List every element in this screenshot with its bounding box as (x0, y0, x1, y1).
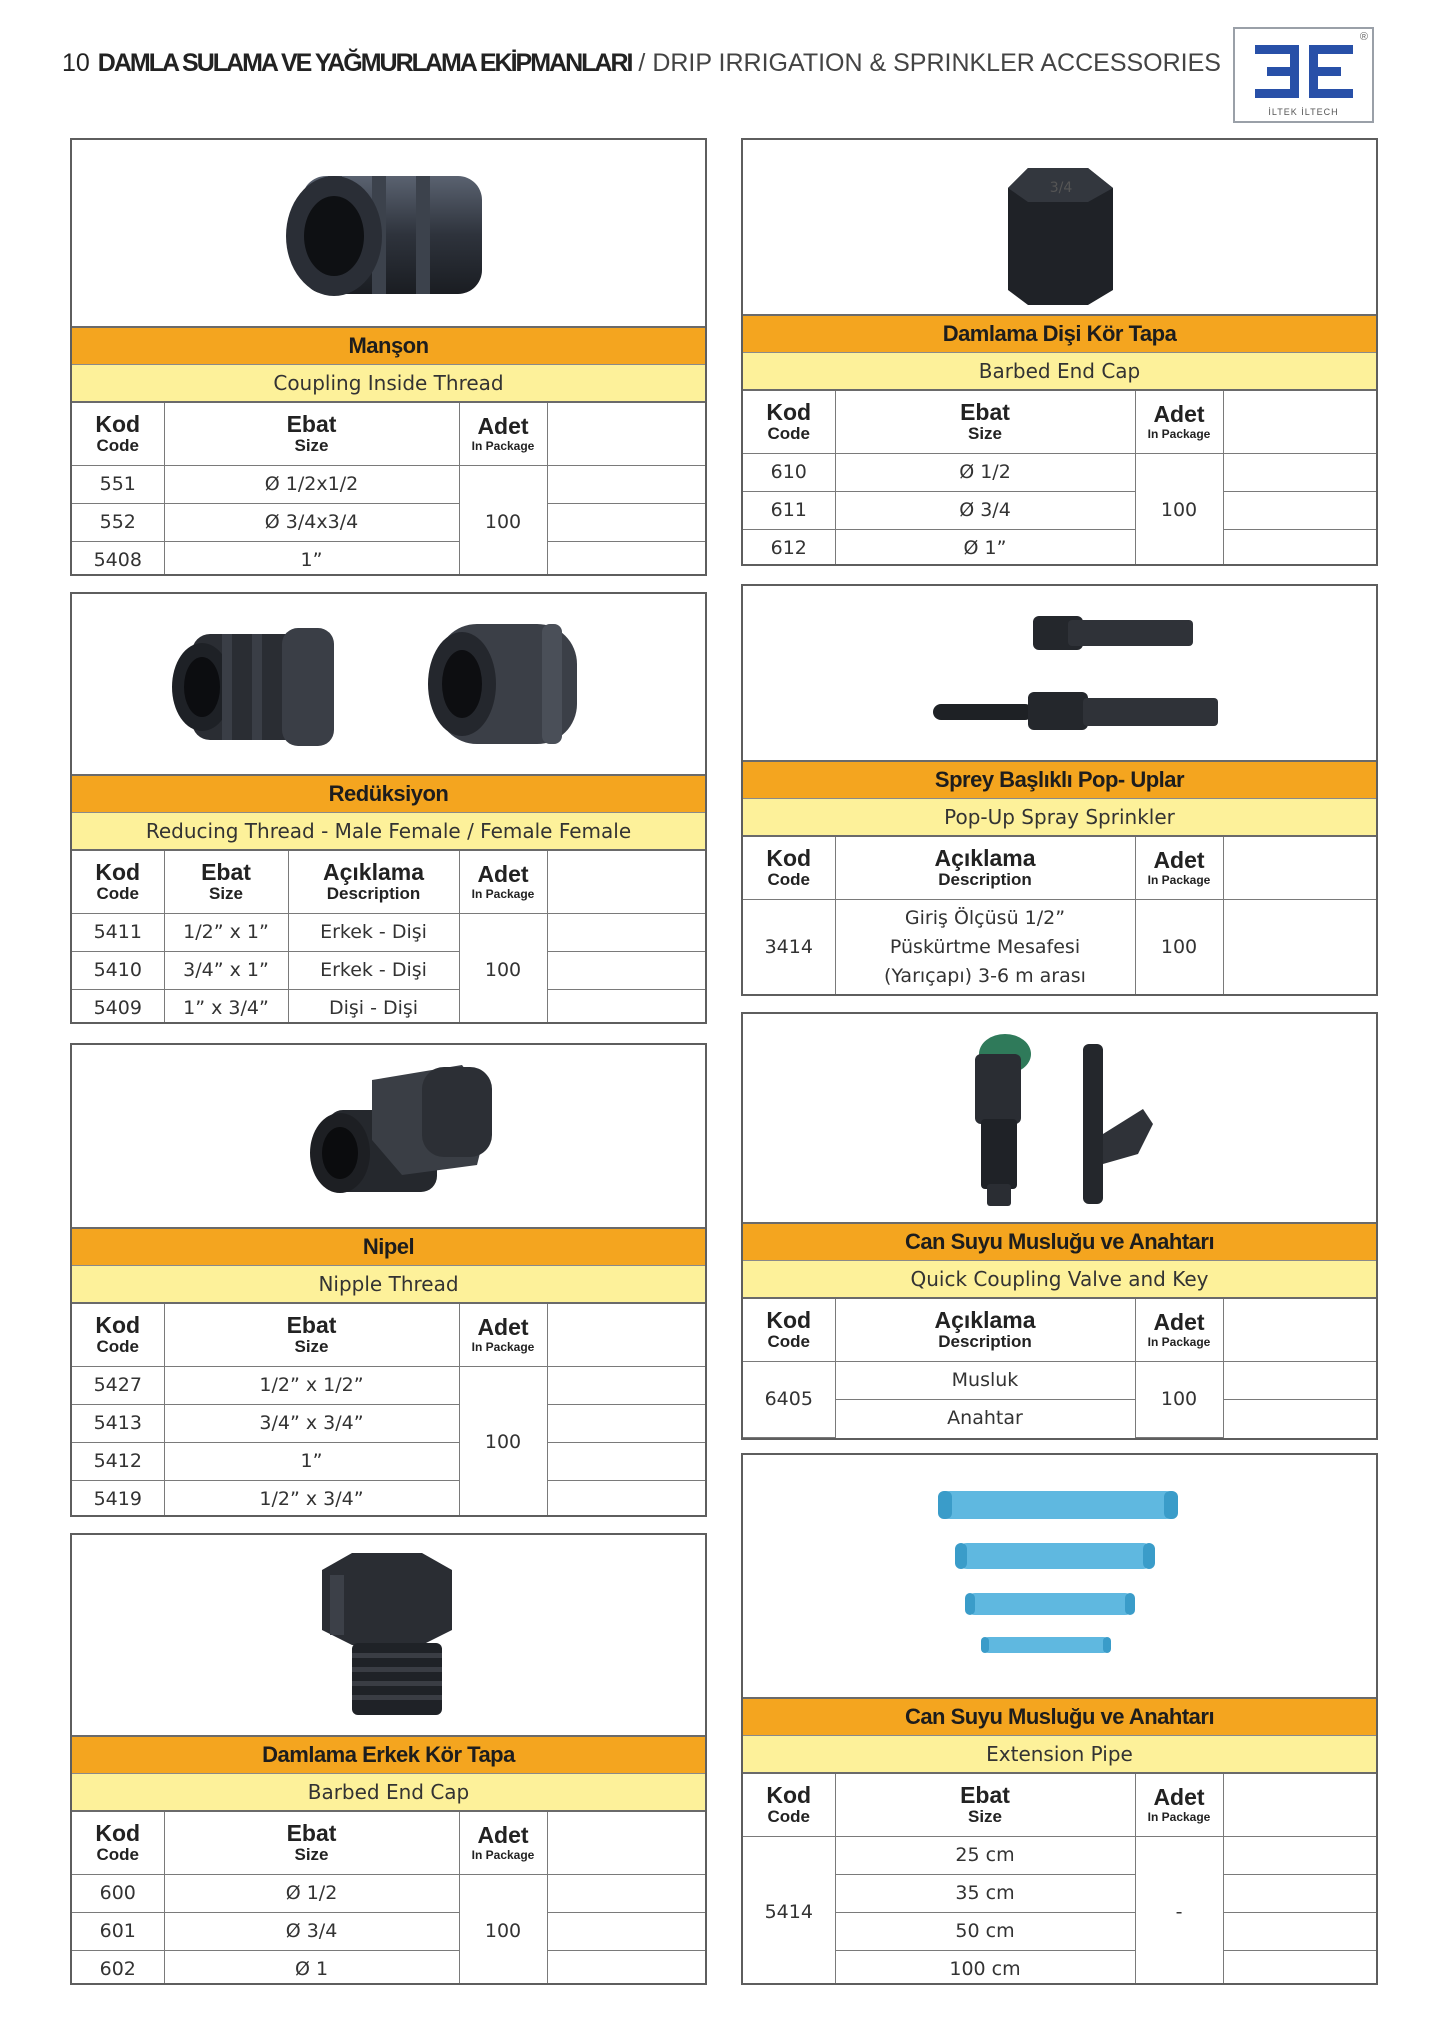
size-cell: Ø 3/4 (164, 1912, 459, 1950)
qty-cell: - (1135, 1836, 1223, 1985)
size-cell: 1/2” x 1/2” (164, 1366, 459, 1404)
logo-mark-icon (1253, 41, 1357, 103)
col-size-header: Ebat Size (164, 403, 459, 465)
qty-cell: 100 (1135, 1361, 1223, 1437)
product-title: Sprey Başlıklı Pop- Uplar (743, 760, 1376, 799)
size-cell: Ø 1/2 (164, 1874, 459, 1912)
size-cell: 1” (164, 1442, 459, 1480)
product-table (743, 1299, 1376, 1438)
col-qty-header: Adet In Package (1135, 391, 1223, 453)
qty-cell: 100 (1135, 899, 1223, 995)
product-card-popup (741, 584, 1378, 996)
code-cell: 5409 (72, 989, 164, 1024)
reducer-image-icon (72, 594, 705, 774)
table-row (72, 1442, 705, 1480)
size-cell: 3/4” x 3/4” (164, 1404, 459, 1442)
code-cell: 5411 (72, 913, 164, 951)
col-qty-header: Adet In Package (1135, 837, 1223, 899)
code-cell: 6405 (743, 1361, 835, 1437)
col-code-header: Kod Code (72, 1304, 164, 1366)
table-row (743, 453, 1376, 491)
product-table (72, 1812, 705, 1985)
desc-cell: Giriş Ölçüsü 1/2” Püskürtme Mesafesi (Yarıçapı) 3-6 m arası (835, 899, 1135, 995)
product-card-extension (741, 1453, 1378, 1985)
col-qty-header: Adet In Package (1135, 1774, 1223, 1836)
col-qty-header: Adet In Package (459, 1304, 547, 1366)
product-table (72, 851, 705, 1024)
col-size-header: Ebat Size (835, 1774, 1135, 1836)
code-cell: 5427 (72, 1366, 164, 1404)
code-cell: 602 (72, 1950, 164, 1985)
nipple-image-icon (72, 1045, 705, 1227)
product-image-area (743, 140, 1376, 314)
table-row (743, 1874, 1376, 1912)
col-desc-header: Açıklama Description (288, 851, 459, 913)
product-subtitle: Barbed End Cap (72, 1774, 705, 1812)
header-title-tr: DAMLA SULAMA VE YAĞMURLAMA EKİPMANLARI (97, 49, 632, 77)
table-row (743, 529, 1376, 566)
code-cell: 5413 (72, 1404, 164, 1442)
col-code-header: Kod Code (72, 851, 164, 913)
header-separator: / (631, 49, 653, 77)
table-row (72, 989, 705, 1024)
product-image-area (743, 1014, 1376, 1222)
product-table (743, 1774, 1376, 1985)
table-row (72, 951, 705, 989)
code-cell: 600 (72, 1874, 164, 1912)
product-image-area (743, 586, 1376, 760)
col-qty-header: Adet In Package (459, 851, 547, 913)
product-table (72, 403, 705, 576)
table-row (72, 1912, 705, 1950)
product-title: Damlama Dişi Kör Tapa (743, 314, 1376, 353)
popup-sprinkler-image-icon (743, 586, 1376, 760)
table-row (743, 1950, 1376, 1985)
table-row (72, 503, 705, 541)
table-row (743, 1836, 1376, 1874)
col-code-header: Kod Code (72, 403, 164, 465)
product-title: Manşon (72, 326, 705, 365)
product-subtitle: Quick Coupling Valve and Key (743, 1261, 1376, 1299)
size-cell: 1/2” x 3/4” (164, 1480, 459, 1517)
product-card-disi-kortapa (741, 138, 1378, 566)
col-size-header: Ebat Size (164, 851, 288, 913)
size-cell: Ø 1 (164, 1950, 459, 1985)
col-code-header: Kod Code (72, 1812, 164, 1874)
header-title-en: DRIP IRRIGATION & SPRINKLER ACCESSORIES (652, 49, 1221, 77)
qty-cell: 100 (459, 1874, 547, 1985)
table-row (72, 1404, 705, 1442)
product-table (743, 391, 1376, 566)
svg-text:3/4: 3/4 (1049, 180, 1073, 196)
product-image-area (72, 140, 705, 326)
desc-cell: Musluk (835, 1361, 1135, 1399)
table-row (743, 899, 1376, 995)
col-desc-header: Açıklama Description (835, 1299, 1135, 1361)
product-title: Can Suyu Musluğu ve Anahtarı (743, 1222, 1376, 1261)
product-image-area (72, 1535, 705, 1735)
table-row (72, 465, 705, 503)
table-row (743, 1399, 1376, 1437)
extension-pipe-image-icon (743, 1455, 1376, 1697)
code-cell: 5419 (72, 1480, 164, 1517)
qty-cell: 100 (459, 465, 547, 576)
table-row (72, 541, 705, 576)
size-cell: Ø 1” (835, 529, 1135, 566)
size-cell: Ø 1/2x1/2 (164, 465, 459, 503)
size-cell: Ø 3/4x3/4 (164, 503, 459, 541)
product-title: Nipel (72, 1227, 705, 1266)
table-row (72, 1480, 705, 1517)
product-subtitle: Pop-Up Spray Sprinkler (743, 799, 1376, 837)
product-image-area (743, 1455, 1376, 1697)
code-cell: 5408 (72, 541, 164, 576)
table-row (743, 1361, 1376, 1399)
size-cell: 25 cm (835, 1836, 1135, 1874)
male-end-cap-image-icon (72, 1535, 705, 1735)
product-card-erkek-kortapa (70, 1533, 707, 1985)
size-cell: Ø 1/2 (835, 453, 1135, 491)
table-row (72, 913, 705, 951)
code-cell: 610 (743, 453, 835, 491)
product-title: Damlama Erkek Kör Tapa (72, 1735, 705, 1774)
col-desc-header: Açıklama Description (835, 837, 1135, 899)
col-size-header: Ebat Size (164, 1812, 459, 1874)
col-qty-header: Adet In Package (459, 403, 547, 465)
col-code-header: Kod Code (743, 391, 835, 453)
code-cell: 5414 (743, 1836, 835, 1985)
product-subtitle: Extension Pipe (743, 1736, 1376, 1774)
product-subtitle: Coupling Inside Thread (72, 365, 705, 403)
code-cell: 601 (72, 1912, 164, 1950)
col-code-header: Kod Code (743, 1299, 835, 1361)
desc-cell: Erkek - Dişi (288, 951, 459, 989)
code-cell: 3414 (743, 899, 835, 995)
table-row (743, 1912, 1376, 1950)
product-title: Can Suyu Musluğu ve Anahtarı (743, 1697, 1376, 1736)
female-end-cap-image-icon (743, 140, 1376, 314)
size-cell: Ø 3/4 (835, 491, 1135, 529)
code-cell: 551 (72, 465, 164, 503)
size-cell: 3/4” x 1” (164, 951, 288, 989)
desc-cell: Dişi - Dişi (288, 989, 459, 1024)
product-card-reduksiyon (70, 592, 707, 1024)
code-cell: 552 (72, 503, 164, 541)
col-size-header: Ebat Size (835, 391, 1135, 453)
product-card-nipel (70, 1043, 707, 1517)
product-table (72, 1304, 705, 1517)
size-cell: 35 cm (835, 1874, 1135, 1912)
brand-logo (1233, 27, 1374, 123)
col-code-header: Kod Code (743, 837, 835, 899)
size-cell: 1” (164, 541, 459, 576)
qty-cell: 100 (1135, 453, 1223, 566)
code-cell: 5410 (72, 951, 164, 989)
quick-coupling-valve-image-icon (743, 1014, 1376, 1222)
qty-cell: 100 (459, 913, 547, 1024)
product-image-area (72, 594, 705, 774)
table-row (72, 1366, 705, 1404)
col-qty-header: Adet In Package (459, 1812, 547, 1874)
product-subtitle: Reducing Thread - Male Female / Female Female (72, 813, 705, 851)
size-cell: 1” x 3/4” (164, 989, 288, 1024)
size-cell: 100 cm (835, 1950, 1135, 1985)
product-table (743, 837, 1376, 995)
product-title: Redüksiyon (72, 774, 705, 813)
product-card-valve (741, 1012, 1378, 1440)
desc-cell: Erkek - Dişi (288, 913, 459, 951)
code-cell: 611 (743, 491, 835, 529)
product-subtitle: Nipple Thread (72, 1266, 705, 1304)
product-image-area (72, 1045, 705, 1227)
page-header (62, 48, 1221, 88)
code-cell: 5412 (72, 1442, 164, 1480)
col-qty-header: Adet In Package (1135, 1299, 1223, 1361)
size-cell: 50 cm (835, 1912, 1135, 1950)
qty-cell: 100 (459, 1366, 547, 1517)
size-cell: 1/2” x 1” (164, 913, 288, 951)
table-row (743, 491, 1376, 529)
logo-text: İLTEK İLTECH (1268, 107, 1339, 117)
registered-mark: ® (1359, 31, 1368, 43)
table-row (72, 1950, 705, 1985)
col-code-header: Kod Code (743, 1774, 835, 1836)
coupling-image-icon (72, 140, 705, 326)
desc-cell: Anahtar (835, 1399, 1135, 1437)
code-cell: 612 (743, 529, 835, 566)
page-number: 10 (62, 49, 90, 77)
table-row (72, 1874, 705, 1912)
product-subtitle: Barbed End Cap (743, 353, 1376, 391)
product-card-manson (70, 138, 707, 576)
col-size-header: Ebat Size (164, 1304, 459, 1366)
